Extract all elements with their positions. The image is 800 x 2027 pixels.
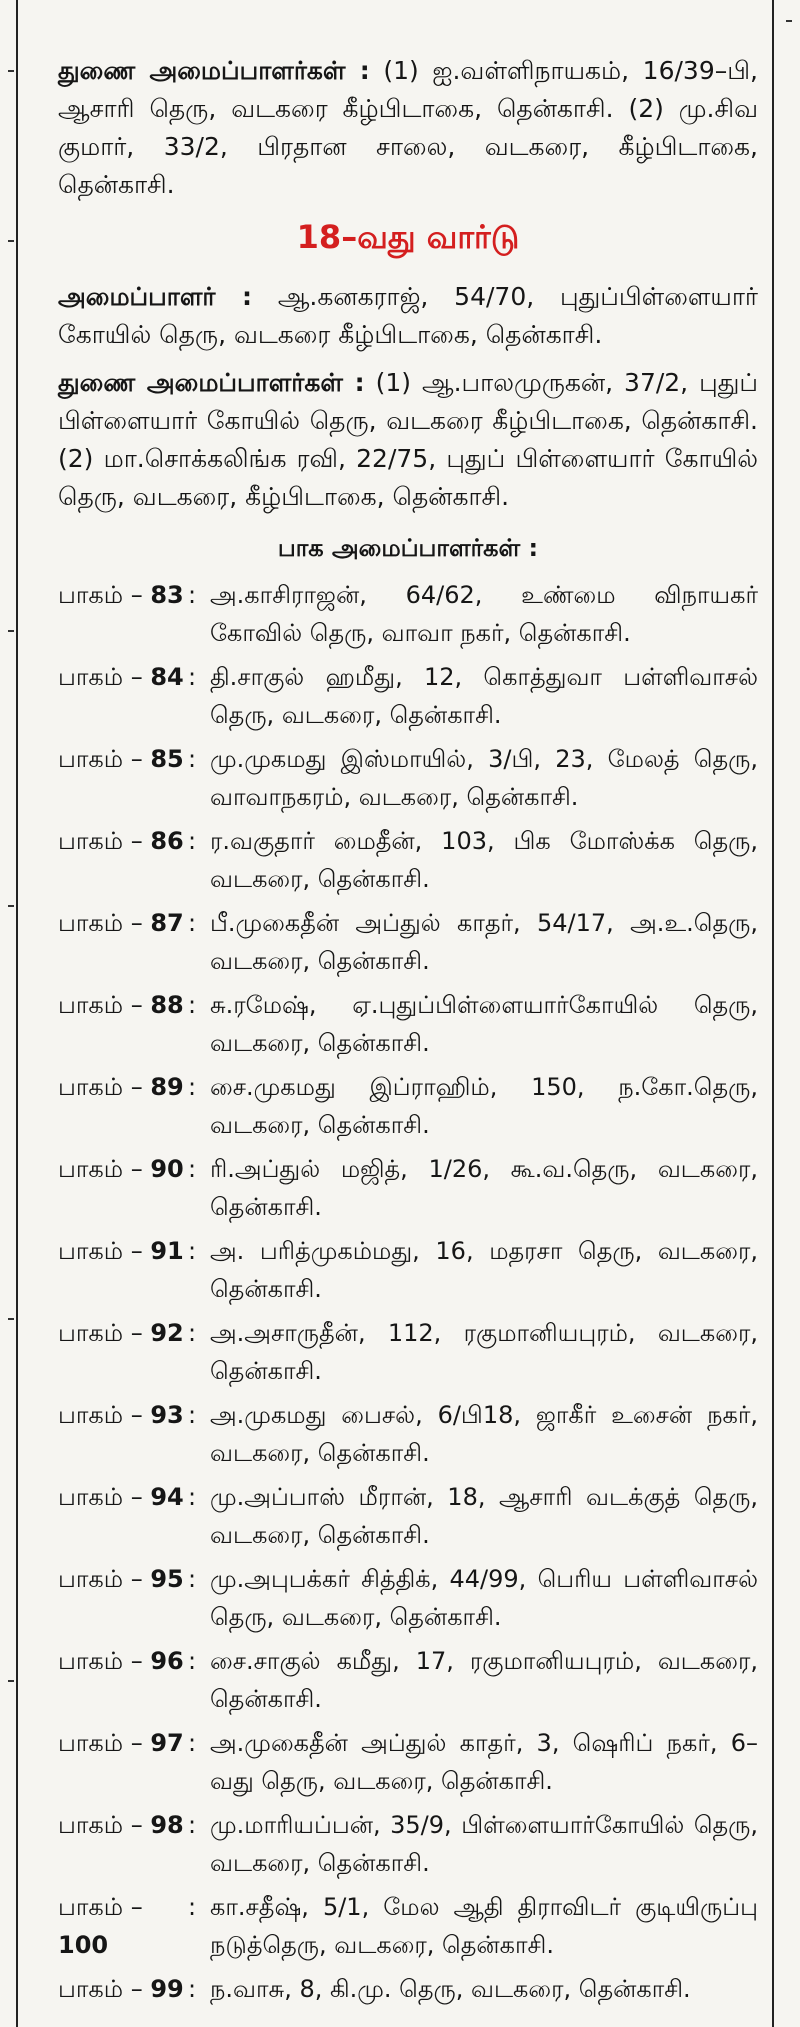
part-row [58, 658, 758, 734]
part-address: மு.மாரியப்பன், 35/9, பிள்ளையார்கோயில் தெரு, வடகரை, தென்காசி. [210, 1811, 758, 1877]
colon: : [188, 909, 197, 937]
colon: : [188, 827, 197, 855]
colon: : [188, 991, 197, 1019]
part-number: 89 [150, 1073, 184, 1101]
colon: : [188, 1237, 197, 1265]
part-address: அ.காசிராஜன், 64/62, உண்மை விநாயகர் கோவில் தெரு, வாவா நகர், தென்காசி. [210, 581, 758, 647]
edge-mark [8, 240, 14, 242]
part-address: அ. பரித்முகம்மது, 16, மதரசா தெரு, வடகரை, தென்காசி. [210, 1237, 758, 1303]
part-label [58, 1396, 188, 1472]
part-row [58, 904, 758, 980]
part-word: பாகம் – [58, 1975, 143, 2003]
colon: : [188, 1811, 197, 1839]
colon: : [188, 1975, 197, 2003]
part-word: பாகம் – [58, 581, 143, 609]
part-label [58, 1724, 188, 1800]
part-address: ரி.அப்துல் மஜித், 1/26, கூ.வ.தெரு, வடகரை, தென்காசி. [210, 1155, 758, 1221]
colon: : [188, 1319, 197, 1347]
part-label [58, 1642, 188, 1718]
part-number: 95 [150, 1565, 184, 1593]
part-row [58, 1888, 758, 1964]
part-word: பாகம் – [58, 1893, 143, 1921]
part-label [58, 1888, 188, 1964]
section-title: பாக அமைப்பாளர்கள் : [277, 534, 539, 562]
part-word: பாகம் – [58, 1483, 143, 1511]
edge-mark [786, 20, 792, 22]
colon: : [188, 1893, 197, 1921]
part-label [58, 1806, 188, 1882]
part-word: பாகம் – [58, 1647, 143, 1675]
organizer-para [58, 278, 758, 354]
part-number: 87 [150, 909, 184, 937]
colon: : [188, 1401, 197, 1429]
part-row [58, 1232, 758, 1308]
part-row [58, 1806, 758, 1882]
part-number: 90 [150, 1155, 184, 1183]
edge-mark [8, 70, 14, 72]
part-address: அ.முகைதீன் அப்துல் காதர், 3, ஷெரிப் நகர், 6–வது தெரு, வடகரை, தென்காசி. [210, 1729, 758, 1795]
text: (1) ஐ.வள்ளிநாயகம், 16/39–பி, ஆசாரி தெரு, வடகரை கீழ்பிடாகை, தென்காசி. (2) மு.சிவ குமார், 33/2, பிரதான சாலை, வடகரை, கீழ்பிடாகை, தென்காசி. [58, 56, 758, 199]
part-address: மு.அபுபக்கர் சித்திக், 44/99, பெரிய பள்ளிவாசல் தெரு, வடகரை, தென்காசி. [210, 1565, 758, 1631]
part-word: பாகம் – [58, 1237, 143, 1265]
part-row [58, 1314, 758, 1390]
part-number: 96 [150, 1647, 184, 1675]
part-label [58, 1232, 188, 1308]
part-number: 92 [150, 1319, 184, 1347]
part-word: பாகம் – [58, 909, 143, 937]
part-address: கா.சதீஷ், 5/1, மேல ஆதி திராவிடர் குடியிருப்பு நடுத்தெரு, வடகரை, தென்காசி. [210, 1893, 758, 1959]
part-row [58, 1642, 758, 1718]
part-label [58, 904, 188, 980]
colon: : [188, 1647, 197, 1675]
part-address: அ.அசாருதீன், 112, ரகுமானியபுரம், வடகரை, தென்காசி. [210, 1319, 758, 1385]
part-word: பாகம் – [58, 1729, 143, 1757]
part-word: பாகம் – [58, 1401, 143, 1429]
part-word: பாகம் – [58, 827, 143, 855]
edge-mark [8, 905, 14, 907]
part-row [58, 1396, 758, 1472]
part-number: 91 [150, 1237, 184, 1265]
part-number: 88 [150, 991, 184, 1019]
part-row [58, 1068, 758, 1144]
part-number: 83 [150, 581, 184, 609]
colon: : [188, 1565, 197, 1593]
part-number: 86 [150, 827, 184, 855]
part-label [58, 576, 188, 652]
part-label [58, 1970, 188, 2008]
part-row [58, 1478, 758, 1554]
part-address: சை.சாகுல் கமீது, 17, ரகுமானியபுரம், வடகரை, தென்காசி. [210, 1647, 758, 1713]
part-row [58, 1970, 758, 2008]
colon: : [188, 1729, 197, 1757]
part-label [58, 1314, 188, 1390]
part-word: பாகம் – [58, 1319, 143, 1347]
part-number: 99 [150, 1975, 184, 2003]
part-label [58, 1068, 188, 1144]
part-label [58, 658, 188, 734]
edge-mark [8, 630, 14, 632]
part-address: ர.வகுதார் மைதீன், 103, பிக மோஸ்க்க தெரு, வடகரை, தென்காசி. [210, 827, 758, 893]
part-number: 94 [150, 1483, 184, 1511]
part-label [58, 986, 188, 1062]
part-word: பாகம் – [58, 1811, 143, 1839]
colon: : [188, 745, 197, 773]
part-row [58, 740, 758, 816]
part-number: 85 [150, 745, 184, 773]
part-number: 84 [150, 663, 184, 691]
text: ஆ.கனகராஜ், 54/70, புதுப்பிள்ளையார் கோயில் தெரு, வடகரை கீழ்பிடாகை, தென்காசி. [58, 282, 758, 349]
part-number: 93 [150, 1401, 184, 1429]
document-body [58, 52, 758, 2014]
part-label [58, 1560, 188, 1636]
edge-mark [8, 1680, 14, 1682]
part-row [58, 576, 758, 652]
part-word: பாகம் – [58, 1155, 143, 1183]
part-row [58, 822, 758, 898]
part-address: சு.ரமேஷ், ஏ.புதுப்பிள்ளையார்கோயில் தெரு, வடகரை, தென்காசி. [210, 991, 758, 1057]
label: துணை அமைப்பாளர்கள் : [58, 56, 370, 85]
colon: : [188, 1073, 197, 1101]
part-row [58, 986, 758, 1062]
colon: : [188, 581, 197, 609]
part-row [58, 1560, 758, 1636]
part-word: பாகம் – [58, 745, 143, 773]
part-address: சை.முகமது இப்ராஹிம், 150, ந.கோ.தெரு, வடகரை, தென்காசி. [210, 1073, 758, 1139]
part-address: தி.சாகுல் ஹமீது, 12, கொத்துவா பள்ளிவாசல் தெரு, வடகரை, தென்காசி. [210, 663, 758, 729]
part-label [58, 1478, 188, 1554]
ward-title: 18–வது வார்டு [296, 218, 520, 256]
part-address: மு.அப்பாஸ் மீரான், 18, ஆசாரி வடக்குத் தெரு, வடகரை, தென்காசி. [210, 1483, 758, 1549]
ward-assistant-organizers-para [58, 364, 758, 516]
part-row [58, 1150, 758, 1226]
label: துணை அமைப்பாளர்கள் : [58, 368, 365, 397]
part-label [58, 740, 188, 816]
part-row [58, 1724, 758, 1800]
part-label [58, 822, 188, 898]
part-word: பாகம் – [58, 663, 143, 691]
part-address: பீ.முகைதீன் அப்துல் காதர், 54/17, அ.உ.தெரு, வடகரை, தென்காசி. [210, 909, 758, 975]
part-number: 98 [150, 1811, 184, 1839]
colon: : [188, 1483, 197, 1511]
text: (1) ஆ.பாலமுருகன், 37/2, புதுப் பிள்ளையார் கோயில் தெரு, வடகரை கீழ்பிடாகை, தென்காசி. (2) மா.சொக்கலிங்க ரவி, 22/75, புதுப் பிள்ளையார் கோயில் தெரு, வடகரை, கீழ்பிடாகை, தென்காசி. [58, 368, 758, 511]
edge-mark [8, 1318, 14, 1320]
part-word: பாகம் – [58, 1073, 143, 1101]
assistant-organizers-para [58, 52, 758, 204]
part-address: ந.வாசு, 8, கி.மு. தெரு, வடகரை, தென்காசி. [210, 1975, 691, 2003]
part-address: மு.முகமது இஸ்மாயில், 3/பி, 23, மேலத் தெரு, வாவாநகரம், வடகரை, தென்காசி. [210, 745, 758, 811]
part-list [58, 576, 758, 2008]
part-address: அ.முகமது பைசல், 6/பி18, ஜாகீர் உசைன் நகர், வடகரை, தென்காசி. [210, 1401, 758, 1467]
part-word: பாகம் – [58, 991, 143, 1019]
colon: : [188, 663, 197, 691]
part-word: பாகம் – [58, 1565, 143, 1593]
part-number: 97 [150, 1729, 184, 1757]
part-number: 100 [58, 1931, 109, 1959]
label: அமைப்பாளர் : [58, 282, 252, 311]
part-label [58, 1150, 188, 1226]
colon: : [188, 1155, 197, 1183]
